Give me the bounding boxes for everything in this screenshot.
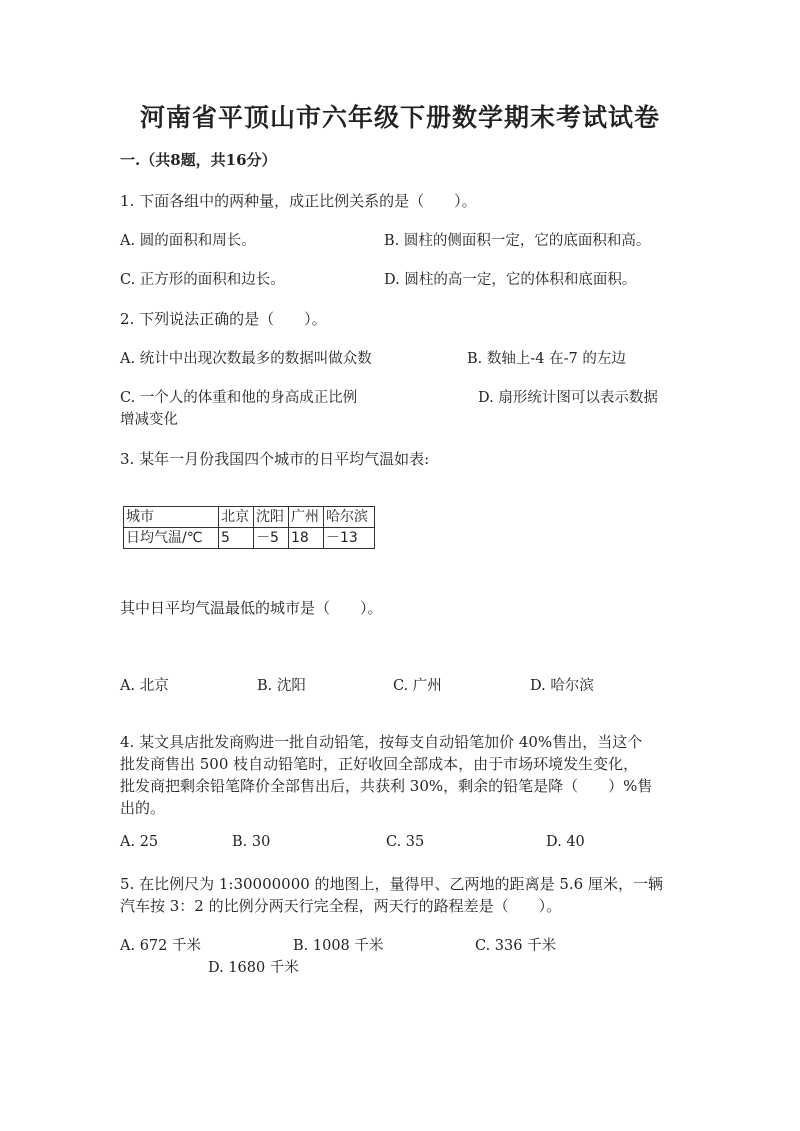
question-3-question: 其中日平均气温最低的城市是（ ）。 xyxy=(120,599,383,617)
question-1-stem: 1. 下面各组中的两种量，成正比例关系的是（ ）。 xyxy=(120,192,477,210)
table-cell: 18 xyxy=(289,528,324,549)
question-4-option-a: A. 25 xyxy=(120,834,159,850)
question-4-stem-line-3: 批发商把剩余铅笔降价全部售出后，共获利 30%，剩余的铅笔是降（ ）%售 xyxy=(120,777,653,795)
table-cell: 哈尔滨 xyxy=(324,507,375,528)
question-5-option-b: B. 1008 千米 xyxy=(293,938,384,954)
question-3-option-a: A. 北京 xyxy=(120,678,169,694)
table-cell: 5 xyxy=(219,528,254,549)
question-2-option-c: C. 一个人的体重和他的身高成正比例 xyxy=(120,390,358,406)
page-title: 河南省平顶山市六年级下册数学期末考试试卷 xyxy=(139,103,660,132)
question-2-stem: 2. 下列说法正确的是（ ）。 xyxy=(120,310,327,328)
table-cell: －13 xyxy=(324,528,375,549)
table-row xyxy=(124,528,375,549)
temperature-table xyxy=(123,506,375,549)
question-5-option-c: C. 336 千米 xyxy=(475,938,557,954)
question-2-option-d: D. 扇形统计图可以表示数据 xyxy=(478,390,658,406)
question-2-option-d-continued: 增减变化 xyxy=(120,412,178,428)
table-cell: 日均气温/℃ xyxy=(124,528,219,549)
question-2-option-a: A. 统计中出现次数最多的数据叫做众数 xyxy=(120,351,372,367)
question-4-stem-line-4: 出的。 xyxy=(120,799,166,817)
question-5-stem-line-1: 5. 在比例尺为 1:30000000 的地图上，量得甲、乙两地的距离是 5.6 厘米，一辆 xyxy=(120,875,663,893)
question-2-option-b: B. 数轴上-4 在-7 的左边 xyxy=(467,351,626,367)
question-1-option-d: D. 圆柱的高一定，它的体积和底面积。 xyxy=(384,272,637,288)
question-4-option-d: D. 40 xyxy=(546,834,585,850)
question-4-option-b: B. 30 xyxy=(232,834,271,850)
question-3-option-c: C. 广州 xyxy=(393,678,442,694)
question-4-stem-line-2: 批发商售出 500 枝自动铅笔时，正好收回全部成本，由于市场环境发生变化， xyxy=(120,755,639,773)
table-header-row xyxy=(124,507,375,528)
question-1-option-b: B. 圆柱的侧面积一定，它的底面积和高。 xyxy=(384,233,651,249)
question-4-option-c: C. 35 xyxy=(386,834,425,850)
question-4-stem-line-1: 4. 某文具店批发商购进一批自动铅笔，按每支自动铅笔加价 40%售出，当这个 xyxy=(120,733,643,751)
question-1-option-a: A. 圆的面积和周长。 xyxy=(120,233,256,249)
question-5-option-a: A. 672 千米 xyxy=(120,938,201,954)
table-cell: 城市 xyxy=(124,507,219,528)
table-cell: 广州 xyxy=(289,507,324,528)
question-1-option-c: C. 正方形的面积和边长。 xyxy=(120,272,285,288)
table-cell: 北京 xyxy=(219,507,254,528)
table-cell: －5 xyxy=(254,528,289,549)
section-heading: 一.（共8题，共16分） xyxy=(120,151,277,169)
question-3-option-d: D. 哈尔滨 xyxy=(530,678,594,694)
question-3-option-b: B. 沈阳 xyxy=(257,678,306,694)
table-cell: 沈阳 xyxy=(254,507,289,528)
question-3-stem: 3. 某年一月份我国四个城市的日平均气温如表: xyxy=(120,450,430,468)
question-5-option-d: D. 1680 千米 xyxy=(208,960,299,976)
question-5-stem-line-2: 汽车按 3：2 的比例分两天行完全程，两天行的路程差是（ ）。 xyxy=(120,897,562,915)
